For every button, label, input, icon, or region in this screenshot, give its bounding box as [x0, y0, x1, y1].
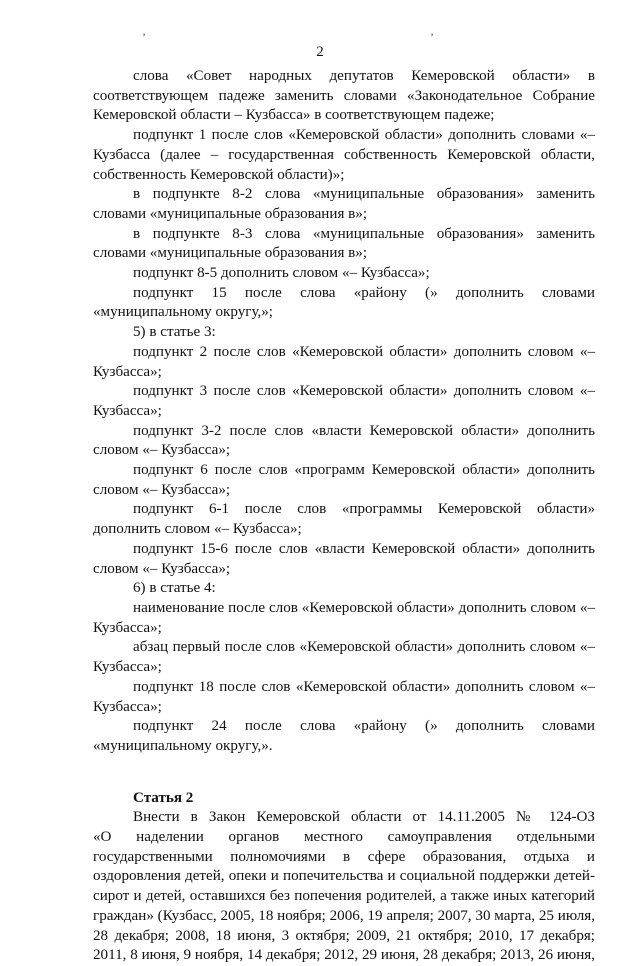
paragraph: подпункт 6 после слов «программ Кемеровской области» дополнить словом «– Кузбасса»; — [93, 462, 595, 498]
article-line: 28 декабря; 2008, 18 июня, 3 октября; 2009, 21 октября; 2010, 17 декабря; — [93, 927, 595, 944]
article-line: Внести в Закон Кемеровской области от 14.11.2005 № 124-ОЗ — [133, 809, 595, 826]
article-line: оздоровления детей, опеки и попечительства и социальной поддержки детей- — [93, 868, 595, 885]
paragraph: в подпункте 8-3 слова «муниципальные образования» заменить словами «муниципальные образования в»; — [93, 225, 595, 262]
article-heading: Статья 2 — [133, 789, 194, 806]
paragraph: подпункт 15-6 после слов «власти Кемеровской области» дополнить словом «– Кузбасса»; — [93, 540, 595, 577]
paragraph: подпункт 18 после слов «Кемеровской области» дополнить словом «– Кузбасса»; — [93, 678, 595, 715]
paragraph: подпункт 3 после слов «Кемеровской области» дополнить словом «– Кузбасса»; — [93, 383, 595, 419]
paragraph: слова «Совет народных депутатов Кемеровской области» в соответствующем падеже заменить словами «Законодательное Собрание Кемеровской области – Кузбасса» в соответствующем падеже; — [93, 68, 595, 124]
document-body — [93, 67, 595, 966]
paragraph: 6) в статье 4: — [133, 580, 216, 597]
scan-mark-right: ’ — [430, 30, 434, 44]
article-line: «О наделении органов местного самоуправления отдельными — [93, 829, 595, 846]
article-line: граждан» (Кузбасс, 2005, 18 ноября; 2006, 19 апреля; 2007, 30 марта, 25 июля, — [93, 907, 595, 924]
article-line: государственными полномочиями в сфере образования, отдыха и — [93, 848, 595, 865]
paragraph: подпункт 24 после слова «району (» дополнить словами «муниципальному округу,». — [93, 718, 595, 754]
paragraph: подпункт 1 после слов «Кемеровской области» дополнить словами «– Кузбасса (далее – государственная собственность Кемеровской области, собственность Кемеровской области)»; — [93, 127, 595, 183]
paragraph: подпункт 6-1 после слов «программы Кемеровской области» дополнить словом «– Кузбасса»; — [93, 501, 595, 538]
article-line: сирот и детей, оставшихся без попечения родителей, а также иных категорий — [93, 888, 595, 905]
paragraph: абзац первый после слов «Кемеровской области» дополнить словом «– Кузбасса»; — [93, 639, 595, 676]
paragraph: наименование после слов «Кемеровской области» дополнить словом «– Кузбасса»; — [93, 599, 595, 636]
scan-mark-left: ’ — [142, 30, 146, 44]
paragraph: подпункт 2 после слов «Кемеровской области» дополнить словом «– Кузбасса»; — [93, 343, 595, 380]
paragraph: подпункт 3-2 после слов «власти Кемеровской области» дополнить словом «– Кузбасса»; — [93, 422, 595, 459]
page-number: 2 — [316, 44, 324, 60]
paragraph: 5) в статье 3: — [133, 324, 216, 341]
spacer — [93, 757, 595, 789]
paragraph: в подпункте 8-2 слова «муниципальные образования» заменить словами «муниципальные образования в»; — [93, 186, 595, 222]
paragraph: подпункт 8-5 дополнить словом «– Кузбасса»; — [133, 265, 430, 282]
paragraph: подпункт 15 после слова «району (» дополнить словами «муниципальному округу,»; — [93, 284, 595, 321]
article-line: 2011, 8 июня, 9 ноября, 14 декабря; 2012, 29 июня, 28 декабря; 2013, 26 июня, — [93, 947, 595, 964]
